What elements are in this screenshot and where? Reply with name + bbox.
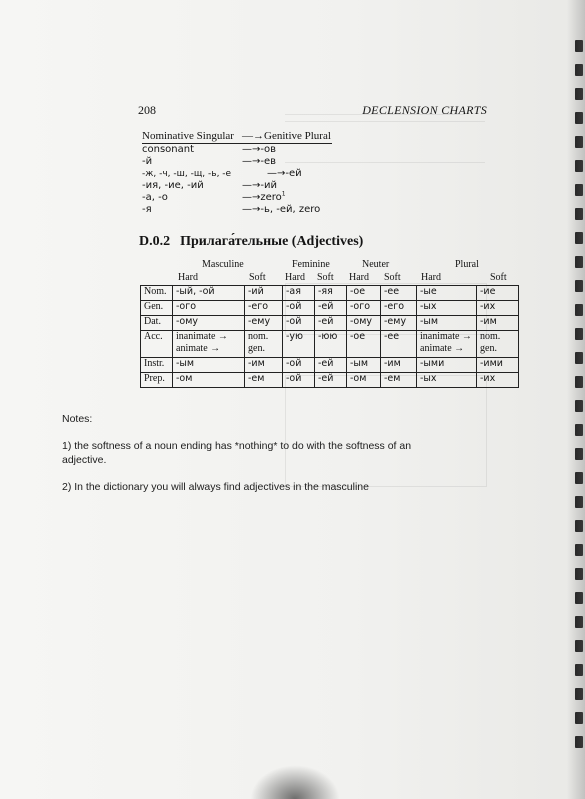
ending-cell: -ей: [315, 301, 347, 316]
nominative-ending: -я: [142, 204, 152, 215]
ending-cell: -ому: [173, 316, 245, 331]
ending-cell: inanimate → animate →: [417, 331, 477, 358]
ending-cell: -ему: [381, 316, 417, 331]
chart-row: [142, 204, 332, 216]
genitive-ending: —→-ов: [242, 144, 276, 155]
ending-cell: -юю: [315, 331, 347, 358]
section-heading: Прилага́тельные (Adjectives): [180, 234, 364, 249]
ending-cell: -им: [245, 358, 283, 373]
chart-row: [142, 180, 332, 192]
table-row: [141, 358, 519, 373]
ending-cell: -ое: [347, 331, 381, 358]
genitive-header: —→Genitive Plural: [242, 130, 331, 142]
footnote-marker: 1: [281, 190, 286, 198]
subheader: Hard: [178, 272, 198, 283]
ending-cell: -ая: [283, 286, 315, 301]
ending-cell: -ой: [283, 301, 315, 316]
ending-cell: -ому: [347, 316, 381, 331]
subheader: Soft: [490, 272, 507, 283]
case-label: Dat.: [141, 316, 173, 331]
case-label: Acc.: [141, 331, 173, 358]
page-edge-shadow: [567, 0, 585, 799]
ending-cell: -ее: [381, 331, 417, 358]
case-label: Gen.: [141, 301, 173, 316]
ending-cell: -ой: [283, 373, 315, 388]
page-number: 208: [138, 103, 156, 117]
group-header-plural: Plural: [455, 259, 479, 270]
ending-cell: -его: [381, 301, 417, 316]
nominative-ending: consonant: [142, 144, 195, 155]
adjective-declension-table: [140, 285, 519, 388]
case-label: Instr.: [141, 358, 173, 373]
note-item: 2) In the dictionary you will always find adjectives in the masculine: [62, 481, 369, 493]
genitive-ending: —→-ь, -ей, zero: [242, 204, 321, 215]
ending-cell: -ие: [477, 286, 519, 301]
ending-cell: -ой: [283, 316, 315, 331]
ending-cell: -ых: [417, 373, 477, 388]
ending-cell: -ый, -ой: [173, 286, 245, 301]
ending-cell: -ым: [347, 358, 381, 373]
chart-header: [142, 130, 332, 144]
ending-cell: -яя: [315, 286, 347, 301]
nominative-ending: -ия, -ие, -ий: [142, 180, 204, 191]
scan-smudge: [250, 765, 340, 799]
ending-cell: -ые: [417, 286, 477, 301]
case-label: Prep.: [141, 373, 173, 388]
ending-cell: -им: [477, 316, 519, 331]
genitive-ending: —→-ев: [242, 156, 277, 167]
chart-row: [142, 156, 332, 168]
ending-cell: -их: [477, 373, 519, 388]
ending-cell: -ым: [173, 358, 245, 373]
gender-group-headers: [140, 259, 518, 273]
ending-cell: -ей: [315, 358, 347, 373]
genitive-ending: —→-ей: [267, 168, 302, 179]
ending-cell: -ем: [245, 373, 283, 388]
ending-cell: -ий: [245, 286, 283, 301]
section-number: D.0.2: [139, 234, 171, 249]
notes-heading: Notes:: [62, 413, 93, 425]
chart-row: [142, 144, 332, 156]
chart-row: [142, 192, 332, 204]
table-row: [141, 301, 519, 316]
ending-cell: -ом: [347, 373, 381, 388]
nominative-header: Nominative Singular: [142, 130, 234, 142]
group-header-masculine: Masculine: [202, 259, 244, 270]
table-row: [141, 316, 519, 331]
hard-soft-headers: [140, 272, 518, 286]
running-head: DECLENSION CHARTS: [362, 103, 487, 117]
ending-cell: -ем: [381, 373, 417, 388]
subheader: Soft: [317, 272, 334, 283]
nominative-ending: -й: [142, 156, 153, 167]
note-item: 1) the softness of a noun ending has *nothing* to do with the softness of an adjective.: [62, 440, 412, 466]
genitive-ending-text: —→zero: [242, 192, 282, 203]
group-header-feminine: Feminine: [292, 259, 330, 270]
nominative-ending: -а, -о: [142, 192, 168, 203]
ending-cell: -ого: [347, 301, 381, 316]
genitive-ending: —→-ий: [242, 180, 277, 191]
subheader: Soft: [249, 272, 266, 283]
table-row: [141, 331, 519, 358]
nominative-ending: -ж, -ч, -ш, -щ, -ь, -е: [142, 169, 232, 179]
ending-cell: -ей: [315, 373, 347, 388]
chart-row: [142, 168, 332, 180]
ending-cell: -ей: [315, 316, 347, 331]
nominative-genitive-chart: [142, 130, 332, 216]
subheader: Hard: [421, 272, 441, 283]
notes-block: [62, 412, 422, 507]
ending-cell: -ими: [477, 358, 519, 373]
ending-cell: -им: [381, 358, 417, 373]
section-title: [139, 234, 363, 250]
genitive-ending: [242, 192, 332, 204]
table-row: [141, 286, 519, 301]
ending-cell: -его: [245, 301, 283, 316]
subheader: Soft: [384, 272, 401, 283]
ending-cell: -ыми: [417, 358, 477, 373]
group-header-neuter: Neuter: [362, 259, 390, 270]
ending-cell: -ого: [173, 301, 245, 316]
case-label: Nom.: [141, 286, 173, 301]
ending-cell: -ему: [245, 316, 283, 331]
table-row: [141, 373, 519, 388]
subheader: Hard: [285, 272, 305, 283]
ending-cell: -ее: [381, 286, 417, 301]
ending-cell: -ым: [417, 316, 477, 331]
ending-cell: -ую: [283, 331, 315, 358]
ending-cell: -их: [477, 301, 519, 316]
subheader: Hard: [349, 272, 369, 283]
ending-cell: -ой: [283, 358, 315, 373]
ending-cell: -ом: [173, 373, 245, 388]
ending-cell: inanimate → animate →: [173, 331, 245, 358]
ending-cell: -ое: [347, 286, 381, 301]
ending-cell: nom. gen.: [245, 331, 283, 358]
ending-cell: nom. gen.: [477, 331, 519, 358]
ending-cell: -ых: [417, 301, 477, 316]
